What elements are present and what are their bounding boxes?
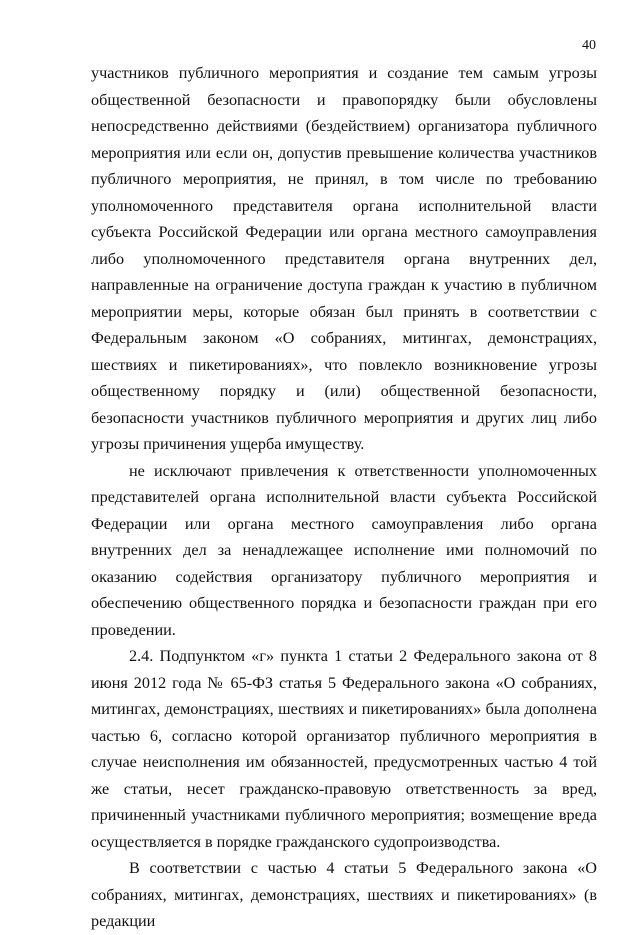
paragraph-section-2-4: 2.4. Подпунктом «г» пункта 1 статьи 2 Федерального закона от 8 июня 2012 года № 65-ФЗ статья 5 Федерального закона «О собраниях, митингах, демонстрациях, шествиях и пикетированиях» была дополнена частью 6, согласно которой организатор публичного мероприятия в случае неисполнения им обязанностей, предусмотренных частью 4 той же статьи, несет гражданско-правовую ответственность за вред, причиненный участниками публичного мероприятия; возмещение вреда осуществляется в порядке гражданского судопроизводства. [91,647,597,851]
document-body [91,60,597,935]
paragraph-responsibility: не исключают привлечения к ответственности уполномоченных представителей органа исполнительной власти субъекта Российской Федерации или органа местного самоуправления либо органа внутренних дел за ненадлежащее исполнение ими полномочий по оказанию содействия организатору публичного мероприятия и обеспечению общественного порядка и безопасности граждан при его проведении. [91,461,597,639]
paragraph-article-5-part-4: В соответствии с частью 4 статьи 5 Федерального закона «О собраниях, митингах, демонстрациях, шествиях и пикетированиях» (в редакции [91,859,597,930]
page-number: 40 [582,38,596,53]
paragraph-continuation: участников публичного мероприятия и создание тем самым угрозы общественной безопасности и правопорядку были обусловлены непосредственно действиями (бездействием) организатора публичного мероприятия или если он, допустив превышение количества участников публичного мероприятия, не принял, в том числе по требованию уполномоченного представителя органа исполнительной власти субъекта Российской Федерации или органа местного самоуправления либо уполномоченного представителя органа внутренних дел, направленные на ограничение доступа граждан к участию в публичном мероприятии меры, которые обязан был принять в соответствии с Федеральным законом «О собраниях, митингах, демонстрациях, шествиях и пикетированиях», что повлекло возникновение угрозы общественному порядку и (или) общественной безопасности, безопасности участников публичного мероприятия и других лиц либо угрозы причинения ущерба имуществу. [91,64,597,453]
